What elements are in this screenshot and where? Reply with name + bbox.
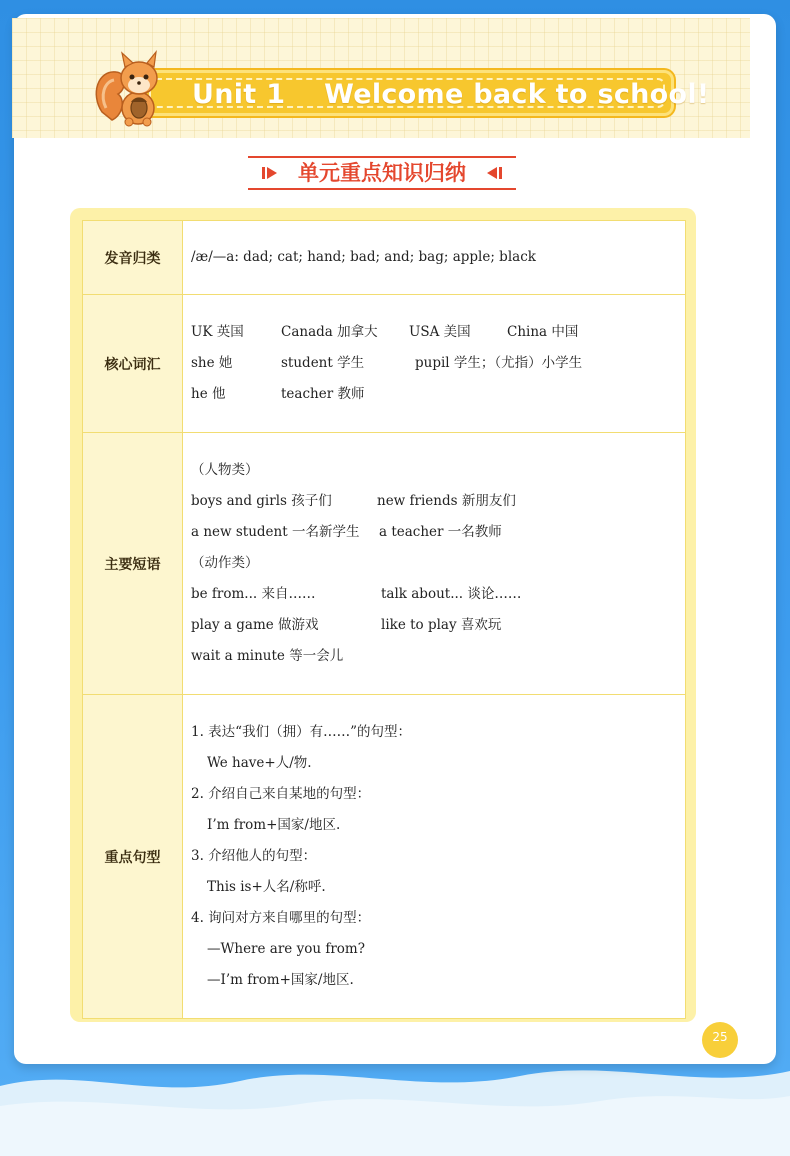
phrase-item: play a game 做游戏 [191,617,319,633]
phrase-item: talk about... 谈论…… [381,586,522,602]
vocab-item: USA 美国 [409,324,471,340]
sentence-title: 4. 询问对方来自哪里的句型： [191,910,371,926]
vocab-item: pupil 学生；（尤指）小学生 [415,355,583,371]
phrase-item: like to play 喜欢玩 [381,617,502,633]
phrase-line [191,579,685,610]
vocabulary-cell [183,295,686,433]
row-label-sentences: 重点句型 [83,695,183,1019]
vocab-item: she 她 [191,355,233,371]
vocab-item: student 学生 [281,355,365,371]
pronunciation-cell [183,221,686,295]
vocab-line [191,348,685,379]
squirrel-mascot-icon [92,50,172,130]
sentence-title: 2. 介绍自己来自某地的句型： [191,786,371,802]
unit-title: Unit 1 Welcome back to school! [192,79,710,110]
table-row [83,433,686,695]
section-heading [248,156,516,190]
vocab-line [191,317,685,348]
sentences-cell [183,695,686,1019]
sentence-pattern: We have+人/物. [207,755,312,771]
phrase-item: be from... 来自…… [191,586,316,602]
table-row [83,221,686,295]
phrase-line [191,610,685,641]
table-row [83,695,686,1019]
knowledge-table [82,220,686,1019]
vocab-item: he 他 [191,386,226,402]
vocab-line [191,379,685,410]
table-row [83,295,686,433]
sentence-pattern: This is+人名/称呼. [207,879,326,895]
row-label-pronunciation: 发音归类 [83,221,183,295]
phrase-item: a teacher 一名教师 [379,524,502,540]
phrase-item: boys and girls 孩子们 [191,493,332,509]
pronunciation-text: /æ/—a: dad; cat; hand; bad; and; bag; apple; black [191,249,536,265]
page-number: 25 [702,1022,738,1058]
arrow-left-icon [486,166,502,180]
sentence-title: 1. 表达“我们（拥）有……”的句型： [191,724,411,740]
phrase-line [191,517,685,548]
phrase-item: a new student 一名新学生 [191,524,360,540]
sentence-pattern: —Where are you from? [207,941,365,957]
row-label-vocabulary: 核心词汇 [83,295,183,433]
phrase-group-label: （动作类） [191,555,259,571]
vocab-item: UK 英国 [191,324,244,340]
sentence-pattern: —I’m from+国家/地区. [207,972,354,988]
row-label-phrases: 主要短语 [83,433,183,695]
sentence-title: 3. 介绍他人的句型： [191,848,317,864]
section-heading-text: 单元重点知识归纳 [298,161,466,185]
phrase-group-label: （人物类） [191,462,259,478]
vocab-item: teacher 教师 [281,386,365,402]
phrase-item: new friends 新朋友们 [377,493,516,509]
phrases-cell [183,433,686,695]
vocab-item: Canada 加拿大 [281,324,378,340]
sentence-pattern: I’m from+国家/地区. [207,817,341,833]
phrase-item: wait a minute 等一会儿 [191,648,344,664]
vocab-item: China 中国 [507,324,579,340]
phrase-line [191,486,685,517]
